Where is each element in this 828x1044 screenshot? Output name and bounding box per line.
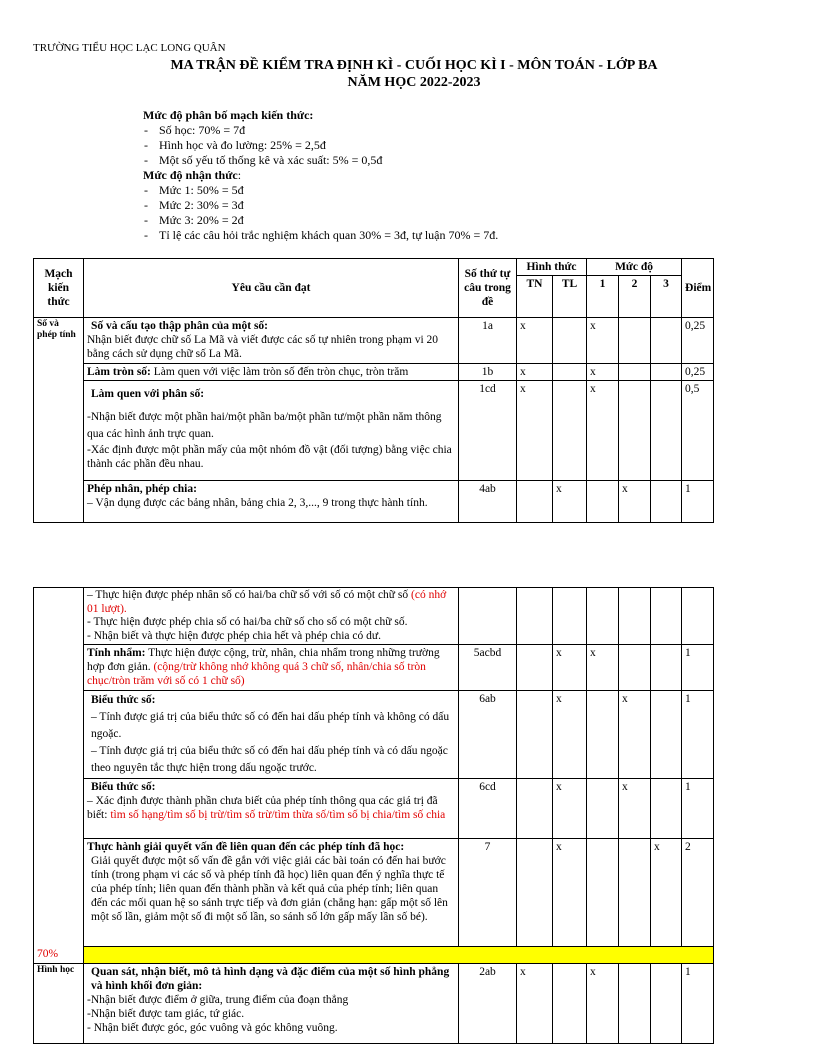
summary-item: - Số học: 70% = 7đ — [143, 123, 498, 138]
mark-tn — [517, 839, 553, 947]
table-row — [34, 839, 714, 947]
header-diem: Điểm — [682, 259, 714, 318]
title-line-1: MA TRẬN ĐỀ KIỂM TRA ĐỊNH KÌ - CUỐI HỌC KÌ I - MÔN TOÁN - LỚP BA — [170, 58, 658, 73]
table-row — [34, 364, 714, 381]
mark-m3 — [651, 364, 682, 381]
mark-m1 — [587, 839, 619, 947]
mach-empty — [34, 588, 84, 964]
matrix-table-part-2 — [33, 587, 714, 1044]
requirement-red: (cộng/trừ không nhớ không quá 3 chữ số, nhân/chia số tròn chục/tròn trăm với số có 1 chữ số) — [87, 661, 426, 687]
requirement-cell — [84, 381, 459, 481]
table-row — [34, 645, 714, 691]
summary-block — [143, 108, 498, 243]
mark-m3 — [651, 964, 682, 1044]
score: 1 — [682, 691, 714, 779]
mark-tl — [553, 381, 587, 481]
requirement-title: Biểu thức số: — [91, 781, 156, 793]
requirement-line: – Tính được giá trị của biểu thức số có đến hai dấu phép tính và không có dấu ngoặc. — [91, 711, 450, 740]
header-hinh-thuc: Hình thức — [517, 259, 587, 276]
mark-m2 — [619, 364, 651, 381]
page-title — [0, 57, 828, 91]
mark-m2: x — [619, 481, 651, 523]
table-row — [34, 318, 714, 364]
requirement-red: tìm số hạng/tìm số bị trừ/tìm số trừ/tìm thừa số/tìm số bị chia/tìm số chia — [110, 809, 446, 821]
requirement-cell — [84, 645, 459, 691]
question-number: 7 — [459, 839, 517, 947]
mark-m3 — [651, 318, 682, 364]
requirement-title: Làm tròn số: — [87, 366, 151, 378]
mark-tn — [517, 645, 553, 691]
requirement-cell — [84, 779, 459, 839]
question-number: 6ab — [459, 691, 517, 779]
mark-tn: x — [517, 381, 553, 481]
question-number: 2ab — [459, 964, 517, 1044]
requirement-body: – Vận dụng được các bảng nhân, bảng chia 2, 3,..., 9 trong thực hành tính. — [87, 497, 428, 509]
requirement-title: Biểu thức số: — [91, 694, 156, 706]
header-yeu-cau: Yêu cầu cần đạt — [84, 259, 459, 318]
summary-item: - Một số yếu tố thống kê và xác suất: 5% = 0,5đ — [143, 153, 498, 168]
header-so-thu-tu: Số thứ tự câu trong đề — [459, 259, 517, 318]
mark-tl — [553, 964, 587, 1044]
summary-item: - Mức 3: 20% = 2đ — [143, 213, 498, 228]
requirement-line-text: – Thực hiện được phép nhân số có hai/ba chữ số với số có một chữ số — [87, 589, 412, 601]
table-row — [34, 964, 714, 1044]
title-line-2: NĂM HỌC 2022-2023 — [347, 75, 481, 90]
question-number: 5acbd — [459, 645, 517, 691]
requirement-line: -Nhận biết được điểm ở giữa, trung điểm của đoạn thẳng — [87, 994, 349, 1006]
mark-tl: x — [553, 839, 587, 947]
mark-tn: x — [517, 364, 553, 381]
summary-item: - Mức 1: 50% = 5đ — [143, 183, 498, 198]
mark-m3 — [651, 645, 682, 691]
mark-tn — [517, 481, 553, 523]
question-number: 1b — [459, 364, 517, 381]
requirement-body: Làm quen với việc làm tròn số đến tròn chục, tròn trăm — [150, 366, 409, 378]
mark-tn — [517, 691, 553, 779]
score: 1 — [682, 779, 714, 839]
mark-m2 — [619, 381, 651, 481]
score: 0,25 — [682, 318, 714, 364]
requirement-cell — [84, 964, 459, 1044]
mark-m3 — [651, 779, 682, 839]
score: 2 — [682, 839, 714, 947]
requirement-line: -Nhận biết được một phần hai/một phần ba/một phần tư/một phần năm thông qua các hình ảnh trực quan. — [87, 411, 442, 440]
matrix-table-part-1 — [33, 258, 714, 523]
score: 0,5 — [682, 381, 714, 481]
requirement-title: Số và cấu tạo thập phân của một số: — [91, 320, 268, 332]
requirement-title: Phép nhân, phép chia: — [87, 483, 197, 495]
mark-tl: x — [553, 481, 587, 523]
requirement-line: - Nhận biết được góc, góc vuông và góc không vuông. — [87, 1022, 338, 1034]
mark-m3 — [651, 481, 682, 523]
header-mach: Mạch kiến thức — [34, 259, 84, 318]
mark-m1: x — [587, 364, 619, 381]
mach-hinh-hoc: Hình học — [34, 964, 84, 1044]
summary-heading-2-colon: : — [237, 168, 242, 182]
summary-item: - Tỉ lệ các câu hỏi trắc nghiệm khách quan 30% = 3đ, tự luận 70% = 7đ. — [143, 228, 498, 243]
mach-so-va-phep-tinh: Số và phép tính — [34, 318, 84, 523]
requirement-cell — [84, 318, 459, 364]
requirement-line-red: (có nhớ 01 lượt). — [87, 589, 447, 615]
score: 1 — [682, 964, 714, 1044]
mark-m3 — [651, 691, 682, 779]
mark-m1: x — [587, 381, 619, 481]
mark-m1 — [587, 779, 619, 839]
score: 0,25 — [682, 364, 714, 381]
total-row — [34, 947, 714, 964]
mark-m1: x — [587, 645, 619, 691]
score: 1 — [682, 481, 714, 523]
requirement-title: Thực hành giải quyết vấn đề liên quan đến các phép tính đã học: — [87, 841, 405, 853]
school-name: TRƯỜNG TIỂU HỌC LẠC LONG QUÂN — [33, 42, 226, 54]
requirement-line: - Thực hiện được phép chia số có hai/ba chữ số cho số có một chữ số. — [87, 616, 408, 628]
mark-m1: x — [587, 318, 619, 364]
summary-heading-1: Mức độ phân bố mạch kiến thức: — [143, 108, 314, 122]
requirement-line: – Tính được giá trị của biểu thức số có đến hai dấu phép tính và có dấu ngoặc theo nguyên tắc thực hiện trong dấu ngoặc trước. — [91, 745, 448, 774]
summary-item: - Mức 2: 30% = 3đ — [143, 198, 498, 213]
mark-tl: x — [553, 645, 587, 691]
mark-m2 — [619, 645, 651, 691]
header-muc-do: Mức độ — [587, 259, 682, 276]
requirement-line: - Nhận biết và thực hiện được phép chia hết và phép chia có dư. — [87, 629, 381, 642]
header-tl: TL — [553, 276, 587, 318]
question-number: 4ab — [459, 481, 517, 523]
summary-heading-2 — [143, 168, 498, 183]
mark-tn: x — [517, 318, 553, 364]
header-m2: 2 — [619, 276, 651, 318]
table-row — [34, 588, 714, 645]
mark-tl: x — [553, 779, 587, 839]
mark-m1: x — [587, 964, 619, 1044]
requirement-cell — [84, 364, 459, 381]
requirement-title: Quan sát, nhận biết, mô tả hình dạng và đặc điểm của một số hình phẳng và hình khối đơn giản: — [91, 966, 450, 992]
requirement-title: Tính nhẩm: — [87, 647, 146, 659]
requirement-body: Giải quyết được một số vấn đề gắn với việc giải các bài toán có đến hai bước tính (trong phạm vi các số và phép tính đã học) liên quan đến ý nghĩa thực tế của phép tính; liên quan đến thành phần và kết quả của phép tính; liên quan đến các mối quan hệ so sánh trực tiếp và đơn giản (chẳng hạn: gấp một số lên một số lần, giảm một số đi một số lần, so sánh số lớn gấp mấy lần số bé). — [91, 855, 448, 923]
requirement-line: -Xác định được một phần mấy của một nhóm đồ vật (đối tượng) bằng việc chia thành các phần đều nhau. — [87, 444, 452, 470]
mark-m2 — [619, 964, 651, 1044]
question-number: 6cd — [459, 779, 517, 839]
mark-tl — [553, 318, 587, 364]
table-row — [34, 381, 714, 481]
mark-m2: x — [619, 691, 651, 779]
requirement-title: Làm quen với phân số: — [91, 388, 205, 400]
mark-m3 — [651, 381, 682, 481]
header-m3: 3 — [651, 276, 682, 318]
table-row — [34, 779, 714, 839]
summary-list-2 — [143, 183, 498, 243]
requirement-line — [87, 589, 455, 616]
mark-m2: x — [619, 779, 651, 839]
summary-item: - Hình học và đo lường: 25% = 2,5đ — [143, 138, 498, 153]
requirement-body: Thực hiện được cộng, trừ, nhân, chia nhẩm trong những trường hợp đơn giản. — [87, 647, 440, 673]
question-number: 1cd — [459, 381, 517, 481]
mark-m1 — [587, 691, 619, 779]
mark-tn: x — [517, 964, 553, 1044]
requirement-body-text: – Xác định được thành phần chưa biết của phép tính thông qua các giá trị đã biết: — [87, 795, 438, 821]
mark-tl: x — [553, 691, 587, 779]
requirement-cell — [84, 588, 459, 645]
question-number: 1a — [459, 318, 517, 364]
summary-list-1 — [143, 123, 498, 168]
table-row — [34, 691, 714, 779]
mark-tl — [553, 364, 587, 381]
header-tn: TN — [517, 276, 553, 318]
header-m1: 1 — [587, 276, 619, 318]
mark-m2 — [619, 839, 651, 947]
mark-m1 — [587, 481, 619, 523]
score: 1 — [682, 645, 714, 691]
requirement-line: -Nhận biết được tam giác, tứ giác. — [87, 1008, 245, 1020]
requirement-cell — [84, 481, 459, 523]
total-percent: 70% — [37, 948, 59, 960]
mark-m3: x — [651, 839, 682, 947]
summary-heading-2-text: Mức độ nhận thức — [143, 168, 238, 182]
mark-tn — [517, 779, 553, 839]
requirement-body: Nhận biết được chữ số La Mã và viết được các số tự nhiên trong phạm vi 20 bằng cách sử dụng chữ số La Mã. — [87, 334, 439, 360]
mark-m2 — [619, 318, 651, 364]
requirement-body — [87, 794, 455, 822]
requirement-cell — [84, 839, 459, 947]
table-row — [34, 481, 714, 523]
requirement-cell — [84, 691, 459, 779]
